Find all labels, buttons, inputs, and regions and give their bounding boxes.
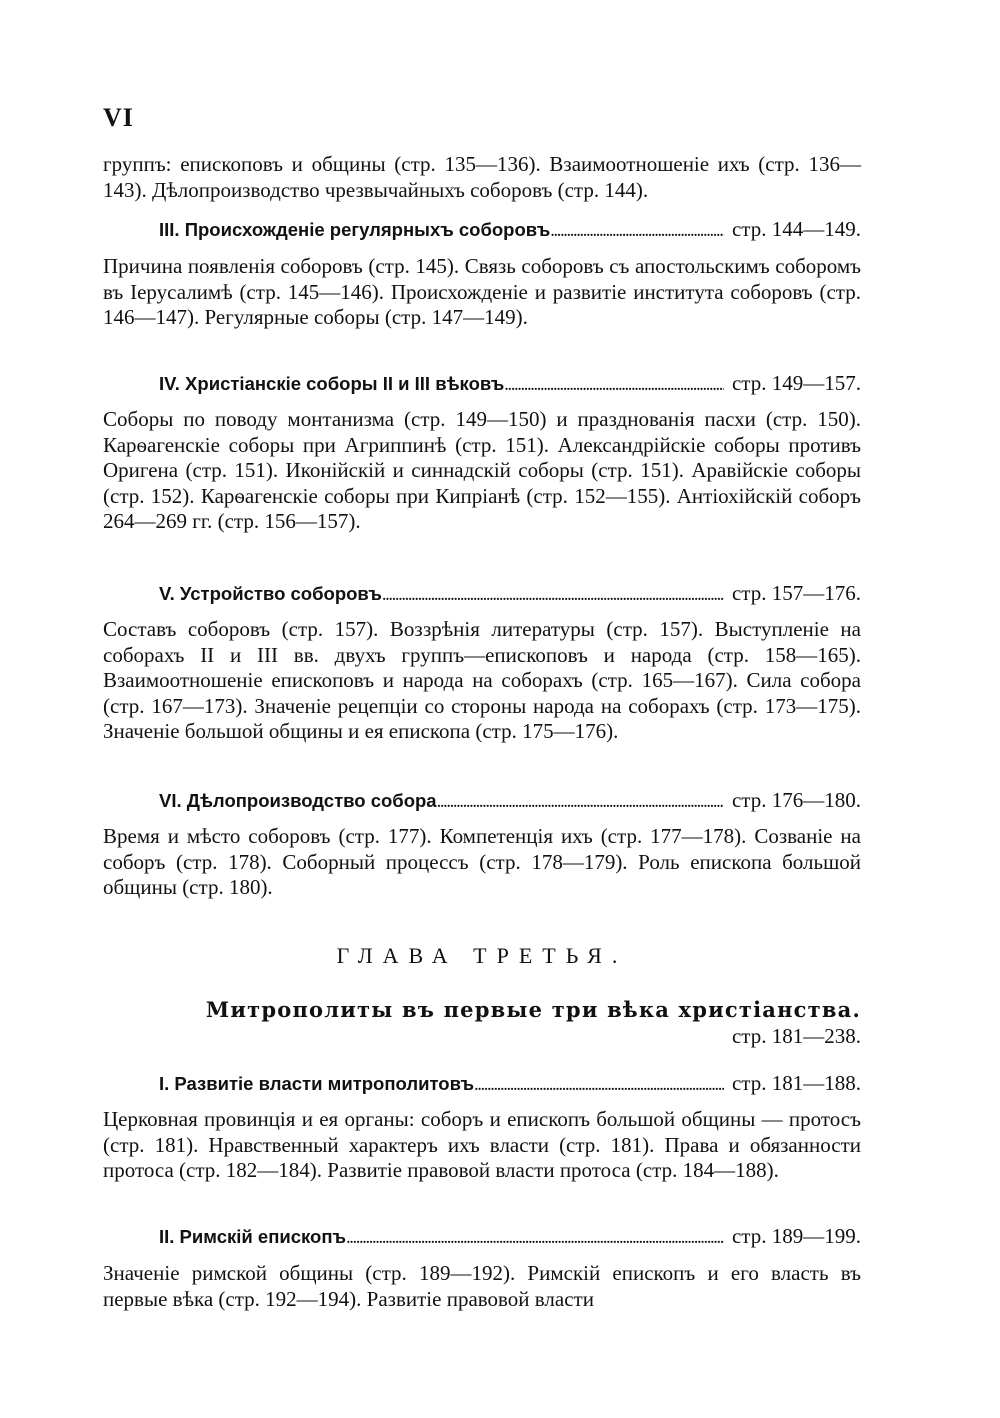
leader-dots: [504, 373, 724, 397]
chapter-heading: ГЛАВА ТРЕТЬЯ.: [336, 943, 628, 968]
section-heading-i: [159, 1071, 861, 1097]
section-pages: стр. 189—199.: [731, 1224, 861, 1248]
section-heading-iv: [159, 371, 861, 397]
section-heading-v: [159, 581, 861, 607]
section-summary-vi: Время и мѣсто соборовъ (стр. 177). Компетенція ихъ (стр. 177—178). Созваніе на соборъ (стр. 178). Соборный процессъ (стр. 178—179). Роль епископа большой общины (стр. 180).: [103, 824, 861, 899]
section-summary-iii: Причина появленія соборовъ (стр. 145). Связь соборовъ съ апостольскимъ соборомъ въ Іерусалимѣ (стр. 145—146). Происхожденіе и развитіе института соборовъ (стр. 146—147). Регулярные соборы (стр. 147—149).: [103, 254, 861, 329]
chapter-title: Митрополиты въ первые три вѣка христіанства.: [205, 997, 861, 1022]
leader-dots: [550, 219, 724, 243]
section-title: II. Римскій епископъ: [159, 1226, 347, 1247]
page-number: VI: [103, 103, 134, 132]
section-pages: стр. 144—149.: [731, 217, 861, 241]
section-summary-ii: Значеніе римской общины (стр. 189—192). Римскій епископъ и его власть въ первые вѣка (стр. 192—194). Развитіе правовой власти: [103, 1261, 861, 1311]
paragraph-continuation: группъ: епископовъ и общины (стр. 135—136). Взаимоотношеніе ихъ (стр. 136—143). Дѣлопроизводство чрезвычайныхъ соборовъ (стр. 144).: [103, 152, 861, 202]
section-summary-i: Церковная провинція и ея органы: соборъ и епископъ большой общины — протосъ (стр. 181). Нравственный характеръ ихъ власти (стр. 181). Права и обязанности протоса (стр. 182—184). Развитіе правовой власти протоса (стр. 184—188).: [103, 1107, 861, 1182]
section-title: I. Развитіе власти митрополитовъ: [159, 1073, 475, 1094]
section-summary-iv: Соборы по поводу монтанизма (стр. 149—150) и празднованія пасхи (стр. 150). Карѳагенскіе соборы при Агриппинѣ (стр. 151). Александрійскіе соборы противъ Оригена (стр. 151). Иконійскій и синнадскій соборы (стр. 151). Аравійскіе соборы (стр. 152). Карѳагенскіе соборы при Кипріанѣ (стр. 152—155). Антіохійскій соборъ 264—269 гг. (стр. 156—157).: [103, 407, 861, 533]
section-heading-ii: [159, 1224, 861, 1250]
leader-dots: [437, 790, 724, 814]
section-heading-iii: [159, 217, 861, 243]
section-pages: стр. 157—176.: [731, 581, 861, 605]
section-title: III. Происхожденіе регулярныхъ соборовъ: [159, 219, 551, 240]
leader-dots: [382, 583, 724, 607]
section-pages: стр. 149—157.: [731, 371, 861, 395]
leader-dots: [346, 1226, 724, 1250]
section-summary-v: Составъ соборовъ (стр. 157). Воззрѣнія литературы (стр. 157). Выступленіе на соборахъ II и III вв. двухъ группъ—епископовъ и народа (стр. 158—165). Взаимоотношеніе епископовъ и народа на соборахъ (стр. 165—167). Сила собора (стр. 167—173). Значеніе рецепціи со стороны народа на соборахъ (стр. 173—175). Значеніе большой общины и ея епископа (стр. 175—176).: [103, 617, 861, 743]
section-pages: стр. 176—180.: [731, 788, 861, 812]
leader-dots: [474, 1073, 724, 1097]
section-title: IV. Христіанскіе соборы II и III вѣковъ: [159, 373, 505, 394]
section-title: V. Устройство соборовъ: [159, 583, 382, 604]
section-pages: стр. 181—188.: [731, 1071, 861, 1095]
chapter-pages: стр. 181—238.: [731, 1024, 861, 1048]
section-title: VI. Дѣлопроизводство собора: [159, 790, 437, 811]
section-heading-vi: [159, 788, 861, 814]
